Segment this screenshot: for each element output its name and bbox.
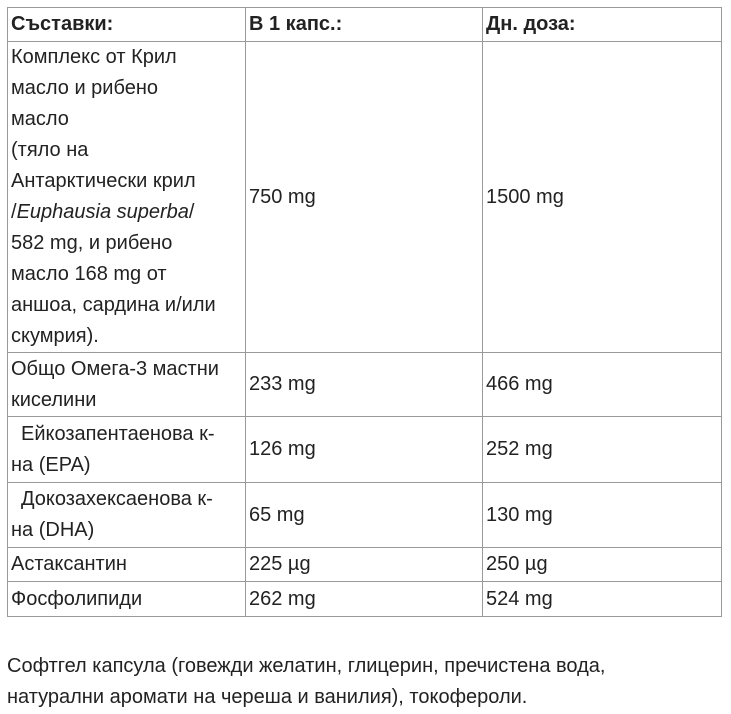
per-capsule-cell: 126 mg xyxy=(246,417,483,483)
ingredient-name-line: киселини xyxy=(11,388,97,411)
daily-dose-cell: 524 mg xyxy=(483,582,722,617)
species-prefix: / xyxy=(11,201,17,223)
daily-dose-cell: 130 mg xyxy=(483,483,722,548)
table-header-row xyxy=(8,8,722,42)
ingredient-name-cell xyxy=(8,353,246,417)
header-daily-dose: Дн. доза: xyxy=(483,8,722,42)
ingredient-name-line: 582 mg, и рибено xyxy=(11,232,173,254)
ingredient-name-line: (тяло на xyxy=(11,139,89,161)
daily-dose-cell: 466 mg xyxy=(483,353,722,417)
daily-dose-cell: 1500 mg xyxy=(483,42,722,353)
ingredient-name-cell xyxy=(8,42,246,353)
header-ingredients: Съставки: xyxy=(8,8,246,42)
ingredient-name-line: Докозахексаенова к- xyxy=(21,488,213,510)
ingredient-name-line: Антарктически крил xyxy=(11,170,196,192)
ingredient-name-line: Ейкозапентаенова к- xyxy=(21,422,215,445)
table-row xyxy=(8,548,722,582)
ingredient-name-line: скумрия). xyxy=(11,325,99,347)
per-capsule-cell: 225 µg xyxy=(246,548,483,582)
table-row xyxy=(8,417,722,483)
capsule-composition-note xyxy=(7,651,721,713)
ingredient-name-line: масло 168 mg от xyxy=(11,263,167,285)
ingredient-name-cell: Фосфолипиди xyxy=(8,582,246,617)
ingredient-name-line: Общо Омега-3 мастни xyxy=(11,357,219,380)
per-capsule-cell: 233 mg xyxy=(246,353,483,417)
ingredient-name-line: масло и рибено xyxy=(11,77,158,99)
ingredient-name-line: аншоа, сардина и/или xyxy=(11,294,216,316)
species-name: Euphausia superba xyxy=(16,201,189,223)
per-capsule-cell: 262 mg xyxy=(246,582,483,617)
ingredient-name-line: Комплекс от Крил xyxy=(11,46,177,68)
ingredient-name-cell xyxy=(8,417,246,483)
footnote-line: натурални аромати на череша и ванилия), токофероли. xyxy=(7,686,528,708)
per-capsule-cell: 65 mg xyxy=(246,483,483,548)
ingredient-name-line: масло xyxy=(11,108,69,130)
daily-dose-cell: 252 mg xyxy=(483,417,722,483)
ingredient-name-cell xyxy=(8,483,246,548)
species-line xyxy=(11,197,245,228)
table-row xyxy=(8,42,722,353)
daily-dose-cell: 250 µg xyxy=(483,548,722,582)
table-row xyxy=(8,483,722,548)
ingredient-name-line: на (DHA) xyxy=(11,519,95,541)
ingredients-table xyxy=(7,7,722,617)
table-row xyxy=(8,353,722,417)
footnote-line: Софтгел капсула (говежди желатин, глицерин, пречистена вода, xyxy=(7,655,606,677)
species-suffix: / xyxy=(188,201,195,223)
ingredient-name-cell: Астаксантин xyxy=(8,548,246,582)
header-per-capsule: В 1 капс.: xyxy=(246,8,483,42)
ingredient-name-line: на (EPA) xyxy=(11,453,91,476)
per-capsule-cell: 750 mg xyxy=(246,42,483,353)
table-row xyxy=(8,582,722,617)
